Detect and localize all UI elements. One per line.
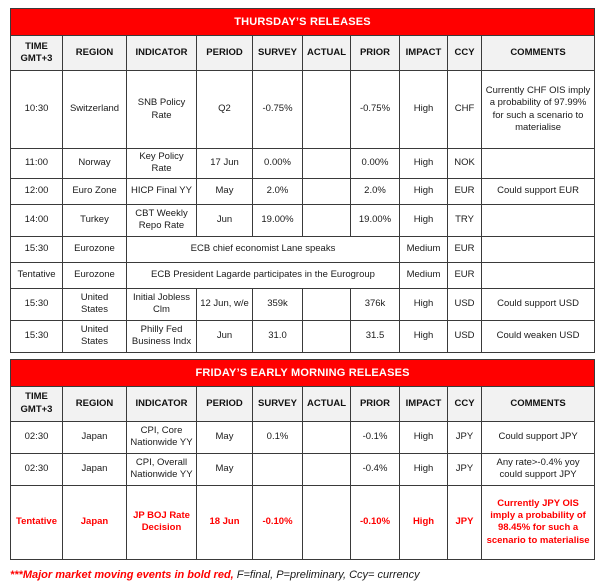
table-row <box>11 149 595 179</box>
cell-prior: -0.10% <box>351 485 400 559</box>
cell-period: 12 Jun, w/e <box>197 288 253 320</box>
column-header-row <box>11 386 595 421</box>
cell-time: 14:00 <box>11 204 63 236</box>
cell-time: 12:00 <box>11 178 63 204</box>
col-header-comments: COMMENTS <box>482 36 595 71</box>
cell-survey <box>253 453 303 485</box>
cell-event: ECB chief economist Lane speaks <box>127 236 400 262</box>
col-header-impact: IMPACT <box>400 36 448 71</box>
table-title-row <box>11 359 595 386</box>
cell-ccy: EUR <box>448 178 482 204</box>
cell-region: Japan <box>63 485 127 559</box>
cell-time: Tentative <box>11 262 63 288</box>
cell-indicator: SNB Policy Rate <box>127 71 197 149</box>
cell-actual <box>303 178 351 204</box>
cell-comments <box>482 262 595 288</box>
cell-actual <box>303 453 351 485</box>
cell-indicator: CPI, Core Nationwide YY <box>127 421 197 453</box>
col-header-actual: ACTUAL <box>303 36 351 71</box>
cell-comments: Currently JPY OIS imply a probability of 98.45% for such a scenario to materialise <box>482 485 595 559</box>
col-header-period: PERIOD <box>197 36 253 71</box>
cell-comments: Currently CHF OIS imply a probability of 97.99% for such a scenario to materialise <box>482 71 595 149</box>
col-header-survey: SURVEY <box>253 36 303 71</box>
col-header-time: TIME GMT+3 <box>11 386 63 421</box>
cell-survey: 0.1% <box>253 421 303 453</box>
cell-indicator: CBT Weekly Repo Rate <box>127 204 197 236</box>
cell-comments <box>482 149 595 179</box>
table-title-row <box>11 9 595 36</box>
cell-region: Eurozone <box>63 236 127 262</box>
col-header-ccy: CCY <box>448 36 482 71</box>
cell-region: Euro Zone <box>63 178 127 204</box>
cell-prior: 376k <box>351 288 400 320</box>
cell-period: 18 Jun <box>197 485 253 559</box>
cell-region: United States <box>63 288 127 320</box>
cell-time: 10:30 <box>11 71 63 149</box>
table-row <box>11 204 595 236</box>
cell-period: May <box>197 178 253 204</box>
col-header-region: REGION <box>63 36 127 71</box>
col-header-impact: IMPACT <box>400 386 448 421</box>
cell-time: 15:30 <box>11 236 63 262</box>
col-header-comments: COMMENTS <box>482 386 595 421</box>
cell-region: Norway <box>63 149 127 179</box>
cell-ccy: CHF <box>448 71 482 149</box>
cell-survey: 0.00% <box>253 149 303 179</box>
col-header-prior: PRIOR <box>351 386 400 421</box>
cell-survey: 2.0% <box>253 178 303 204</box>
cell-ccy: JPY <box>448 421 482 453</box>
cell-time: 02:30 <box>11 421 63 453</box>
cell-survey: -0.10% <box>253 485 303 559</box>
cell-time: 15:30 <box>11 320 63 352</box>
col-header-region: REGION <box>63 386 127 421</box>
cell-indicator: Philly Fed Business Indx <box>127 320 197 352</box>
cell-actual <box>303 204 351 236</box>
cell-comments: Any rate>-0.4% yoy could support JPY <box>482 453 595 485</box>
col-header-survey: SURVEY <box>253 386 303 421</box>
cell-comments: Could weaken USD <box>482 320 595 352</box>
cell-impact: Medium <box>400 236 448 262</box>
cell-ccy: NOK <box>448 149 482 179</box>
cell-impact: High <box>400 71 448 149</box>
cell-event: ECB President Lagarde participates in the Eurogroup <box>127 262 400 288</box>
cell-region: Japan <box>63 453 127 485</box>
cell-survey: 359k <box>253 288 303 320</box>
thursday-releases-table <box>10 8 595 353</box>
cell-indicator: Initial Jobless Clm <box>127 288 197 320</box>
cell-ccy: USD <box>448 320 482 352</box>
col-header-indicator: INDICATOR <box>127 386 197 421</box>
cell-period: Jun <box>197 320 253 352</box>
cell-period: May <box>197 453 253 485</box>
table-title: FRIDAY’S EARLY MORNING RELEASES <box>11 359 595 386</box>
cell-actual <box>303 149 351 179</box>
table-row <box>11 453 595 485</box>
cell-indicator: HICP Final YY <box>127 178 197 204</box>
cell-impact: High <box>400 421 448 453</box>
cell-prior: 2.0% <box>351 178 400 204</box>
cell-time: 11:00 <box>11 149 63 179</box>
cell-prior: -0.75% <box>351 71 400 149</box>
cell-time: 02:30 <box>11 453 63 485</box>
table-row-merged-event <box>11 236 595 262</box>
cell-indicator: Key Policy Rate <box>127 149 197 179</box>
cell-impact: High <box>400 178 448 204</box>
col-header-prior: PRIOR <box>351 36 400 71</box>
footnote <box>10 569 594 581</box>
cell-impact: High <box>400 453 448 485</box>
table-row-merged-event <box>11 262 595 288</box>
cell-actual <box>303 71 351 149</box>
cell-period: Jun <box>197 204 253 236</box>
footnote-bold-red-text: ***Major market moving events in bold red, <box>10 568 234 581</box>
table-row <box>11 71 595 149</box>
table-title: THURSDAY’S RELEASES <box>11 9 595 36</box>
cell-prior: 19.00% <box>351 204 400 236</box>
cell-region: Turkey <box>63 204 127 236</box>
cell-actual <box>303 320 351 352</box>
cell-time: Tentative <box>11 485 63 559</box>
cell-ccy: JPY <box>448 453 482 485</box>
col-header-indicator: INDICATOR <box>127 36 197 71</box>
table-row <box>11 288 595 320</box>
cell-impact: High <box>400 485 448 559</box>
cell-ccy: TRY <box>448 204 482 236</box>
cell-prior: 0.00% <box>351 149 400 179</box>
cell-comments <box>482 204 595 236</box>
cell-prior: -0.1% <box>351 421 400 453</box>
cell-prior: -0.4% <box>351 453 400 485</box>
cell-survey: -0.75% <box>253 71 303 149</box>
footnote-legend-text: F=final, P=preliminary, Ccy= currency <box>233 568 420 581</box>
cell-indicator: CPI, Overall Nationwide YY <box>127 453 197 485</box>
cell-prior: 31.5 <box>351 320 400 352</box>
cell-impact: High <box>400 149 448 179</box>
cell-ccy: USD <box>448 288 482 320</box>
friday-releases-table <box>10 359 595 560</box>
table-row <box>11 421 595 453</box>
cell-period: May <box>197 421 253 453</box>
col-header-time: TIME GMT+3 <box>11 36 63 71</box>
cell-impact: Medium <box>400 262 448 288</box>
cell-actual <box>303 288 351 320</box>
cell-ccy: JPY <box>448 485 482 559</box>
col-header-ccy: CCY <box>448 386 482 421</box>
cell-region: Japan <box>63 421 127 453</box>
cell-region: Switzerland <box>63 71 127 149</box>
column-header-row <box>11 36 595 71</box>
table-row-highlighted <box>11 485 595 559</box>
table-row <box>11 320 595 352</box>
cell-actual <box>303 485 351 559</box>
cell-actual <box>303 421 351 453</box>
cell-ccy: EUR <box>448 236 482 262</box>
cell-survey: 19.00% <box>253 204 303 236</box>
cell-comments <box>482 236 595 262</box>
cell-period: Q2 <box>197 71 253 149</box>
cell-impact: High <box>400 320 448 352</box>
cell-time: 15:30 <box>11 288 63 320</box>
cell-comments: Could support JPY <box>482 421 595 453</box>
cell-indicator: JP BOJ Rate Decision <box>127 485 197 559</box>
cell-comments: Could support EUR <box>482 178 595 204</box>
cell-impact: High <box>400 204 448 236</box>
cell-region: United States <box>63 320 127 352</box>
table-row <box>11 178 595 204</box>
cell-comments: Could support USD <box>482 288 595 320</box>
cell-survey: 31.0 <box>253 320 303 352</box>
cell-region: Eurozone <box>63 262 127 288</box>
col-header-actual: ACTUAL <box>303 386 351 421</box>
cell-impact: High <box>400 288 448 320</box>
cell-period: 17 Jun <box>197 149 253 179</box>
cell-ccy: EUR <box>448 262 482 288</box>
col-header-period: PERIOD <box>197 386 253 421</box>
